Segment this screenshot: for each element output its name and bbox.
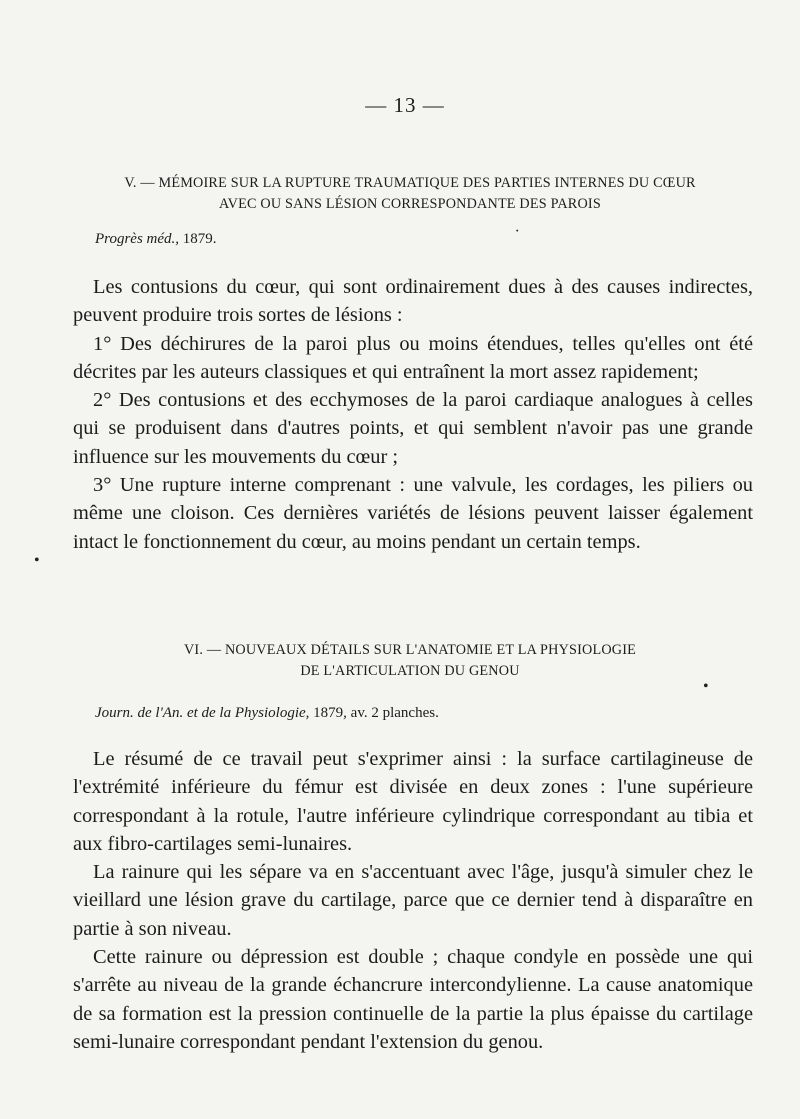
paragraph: 2° Des contusions et des ecchymoses de la paroi cardiaque analogues à celles qui se produisent dans d'autres points, et qui semblent n'avoir pas une grande influence sur les mouvements du cœur ; [73,389,753,468]
paragraph: 1° Des déchirures de la paroi plus ou moins étendues, telles qu'elles ont été décrites par les auteurs classiques et qui entraînent la mort assez rapidement; [73,332,753,383]
speck: • [703,678,709,695]
speck: • [34,552,40,569]
section-6-title-line-1: VI. — NOUVEAUX DÉTAILS SUR L'ANATOMIE ET LA PHYSIOLOGIE [183,642,637,658]
section-5-title-line-2: AVEC OU SANS LÉSION CORRESPONDANTE DES PAROIS [219,196,601,212]
paragraph: Les contusions du cœur, qui sont ordinairement dues à des causes indirectes, peuvent produire trois sortes de lésions : [73,276,753,327]
section-6-title-line-2: DE L'ARTICULATION DU GENOU [300,663,520,679]
speck: · [515,223,519,240]
section-5-title [60,173,760,215]
section-5-year: 1879. [182,231,217,247]
section-6-source [95,705,439,722]
section-6-year: 1879, av. 2 planches. [313,705,439,721]
paragraph: Cette rainure ou dépression est double ; chaque condyle en possède une qui s'arrête au niveau de la grande échancrure intercondylienne. La cause anatomique de sa formation est la pression continuelle de la partie la plus épaisse du cartilage semi-lunaire correspondant pendant l'extension du genou. [73,946,753,1053]
section-5-title-line-1: V. — MÉMOIRE SUR LA RUPTURE TRAUMATIQUE DES PARTIES INTERNES DU CŒUR [124,175,696,191]
paragraph: Le résumé de ce travail peut s'exprimer ainsi : la surface cartilagineuse de l'extrémité inférieure du fémur est divisée en deux zones : l'une supérieure correspondant à la rotule, l'autre inférieure cylindrique correspondant au tibia et aux fibro-cartilages semi-lunaires. [73,748,753,855]
paragraph: 3° Une rupture interne comprenant : une valvule, les cordages, les piliers ou même une cloison. Ces dernières variétés de lésions peuvent laisser également intact le fonctionnement du cœur, au moins pendant un certain temps. [73,474,753,553]
page-number: — 13 — [365,93,445,117]
section-6-body [73,745,753,1056]
section-6-title [60,640,760,682]
paragraph: La rainure qui les sépare va en s'accentuant avec l'âge, jusqu'à simuler chez le vieillard une lésion grave du cartilage, parce que ce dernier tend à disparaître en partie à son niveau. [73,861,753,940]
section-5-journal: Progrès méd., [95,231,180,247]
section-6-journal: Journ. de l'An. et de la Physiologie, [95,705,310,721]
section-5-source [95,223,519,248]
section-5-body [73,273,753,556]
